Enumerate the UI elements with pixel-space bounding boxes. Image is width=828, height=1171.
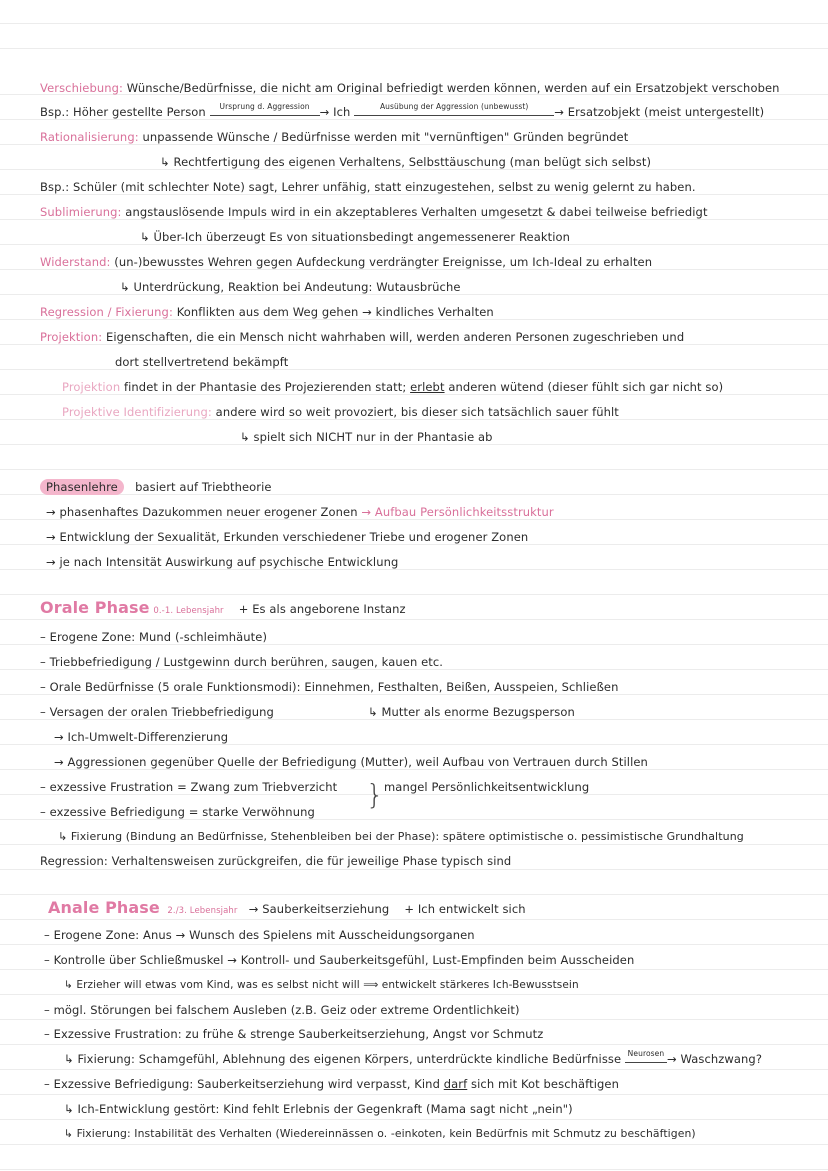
phasenlehre-heading <box>40 479 808 495</box>
term-widerstand: Widerstand: <box>40 255 111 269</box>
oral-line: – exzessive Befriedigung = starke Verwöhnung <box>40 805 315 819</box>
anal-phase-title: Anale Phase <box>48 898 160 917</box>
oral-phase-heading <box>40 600 808 619</box>
note-line-widerstand <box>40 254 808 270</box>
note-line-projektion-detail <box>62 379 808 395</box>
note-line-sub: ↳ Rechtfertigung des eigenen Verhaltens, Selbsttäuschung (man belügt sich selbst) <box>160 155 652 169</box>
anal-line-fixierung <box>64 1051 808 1070</box>
phasenlehre-item: → je nach Intensität Auswirkung auf psychische Entwicklung <box>46 555 399 569</box>
underlined-word: erlebt <box>410 380 445 394</box>
anal-line-text: ↳ Fixierung: Schamgefühl, Ablehnung des eigenen Körpers, unterdrückte kindliche Bedürfnisse <box>64 1052 622 1066</box>
phasenlehre-title: Phasenlehre <box>40 479 124 495</box>
anal-line: ↳ Erzieher will etwas vom Kind, was es selbst nicht will ⟹ entwickelt stärkeres Ich-Bewusstsein <box>64 979 579 991</box>
definition-text: andere wird so weit provoziert, bis dieser sich tatsächlich sauer fühlt <box>215 405 619 419</box>
arrow-label: Ausübung der Aggression (unbewusst) <box>354 99 554 116</box>
anal-line-text: Waschzwang? <box>680 1052 763 1066</box>
oral-line: → Aggressionen gegenüber Quelle der Befriedigung (Mutter), weil Aufbau von Vertrauen durch Stillen <box>54 755 648 769</box>
anal-phase-note: → Sauberkeitserziehung <box>248 902 390 916</box>
oral-line <box>40 704 808 720</box>
note-line-example-verschiebung <box>40 104 808 123</box>
example-text: Ersatzobjekt (meist untergestellt) <box>567 105 765 119</box>
oral-side-note: ↳ Mutter als enorme Bezugsperson <box>368 705 575 719</box>
note-line-verschiebung <box>40 80 808 96</box>
anal-phase-heading <box>48 900 808 919</box>
anal-line: ↳ Fixierung: Instabilität des Verhalten (Wiedereinnässen o. -einkoten, kein Bedürfnis mit Schmutz zu beschäftigen) <box>64 1127 696 1140</box>
note-line-sublimierung <box>40 204 808 220</box>
anal-phase-note: + Ich entwickelt sich <box>404 902 526 916</box>
anal-phase-age: 2./3. Lebensjahr <box>167 906 238 916</box>
anal-line: ↳ Ich-Entwicklung gestört: Kind fehlt Erlebnis der Gegenkraft (Mama sagt nicht „nein") <box>64 1102 573 1116</box>
term-projektion-light: Projektion <box>62 380 121 394</box>
term-projektion: Projektion: <box>40 330 103 344</box>
anal-line-befriedigung <box>44 1076 808 1092</box>
phasenlehre-item <box>46 504 808 520</box>
anal-line: – Exzessive Frustration: zu frühe & strenge Sauberkeitserziehung, Angst vor Schmutz <box>44 1027 544 1041</box>
oral-line: – Erogene Zone: Mund (-schleimhäute) <box>40 630 268 644</box>
arrow-icon: → <box>319 105 330 119</box>
anal-line-text: – Exzessive Befriedigung: Sauberkeitserziehung wird verpasst, Kind <box>44 1077 440 1091</box>
term-regression: Regression / Fixierung: <box>40 305 173 319</box>
arrow-label: Ursprung d. Aggression <box>210 99 320 116</box>
definition-text: angstauslösende Impuls wird in ein akzeptableres Verhalten umgesetzt & dabei teilweise befriedigt <box>125 205 708 219</box>
arrow-icon: → <box>666 1052 677 1066</box>
definition-text: Konflikten aus dem Weg gehen → kindliches Verhalten <box>176 305 494 319</box>
oral-phase-title: Orale Phase <box>40 598 150 617</box>
term-verschiebung: Verschiebung: <box>40 81 124 95</box>
oral-line: – Triebbefriedigung / Lustgewinn durch berühren, saugen, kauen etc. <box>40 655 444 669</box>
note-line-sub: ↳ Über-Ich überzeugt Es von situationsbedingt angemessenerer Reaktion <box>140 230 571 244</box>
arrow-label: Neurosen <box>625 1046 667 1063</box>
note-line-example: Bsp.: Schüler (mit schlechter Note) sagt, Lehrer unfähig, statt einzugestehen, selbst zu wenig gelernt zu haben. <box>40 180 696 194</box>
note-line-sub: ↳ spielt sich NICHT nur in der Phantasie ab <box>240 430 493 444</box>
example-text: Bsp.: Höher gestellte Person <box>40 105 206 119</box>
example-text: Ich <box>333 105 351 119</box>
note-line-rationalisierung <box>40 129 808 145</box>
term-projektive-identifizierung: Projektive Identifizierung: <box>62 405 212 419</box>
oral-line: ↳ Fixierung (Bindung an Bedürfnisse, Stehenbleiben bei der Phase): spätere optimistische o. pessimistische Grundhaltung <box>58 830 744 843</box>
anal-line: – mögl. Störungen bei falschem Ausleben (z.B. Geiz oder extreme Ordentlichkeit) <box>44 1003 520 1017</box>
definition-text: Eigenschaften, die ein Mensch nicht wahrhaben will, werden anderen Personen zugeschrieben und <box>105 330 685 344</box>
arrow-icon: → <box>554 105 564 119</box>
note-line-projektive-identifizierung <box>62 404 808 420</box>
anal-line-text: sich mit Kot beschäftigen <box>471 1077 619 1091</box>
definition-text: Wünsche/Bedürfnisse, die nicht am Original befriedigt werden können, werden auf ein Ersatzobjekt verschoben <box>126 81 780 95</box>
oral-line: Regression: Verhaltensweisen zurückgreifen, die für jeweilige Phase typisch sind <box>40 854 512 868</box>
oral-side-note: mangel Persönlichkeitsentwicklung <box>384 780 590 794</box>
term-sublimierung: Sublimierung: <box>40 205 122 219</box>
oral-phase-note: + Es als angeborene Instanz <box>238 602 406 616</box>
anal-line: – Kontrolle über Schließmuskel → Kontroll- und Sauberkeitsgefühl, Lust-Empfinden beim Ausscheiden <box>44 953 635 967</box>
definition-text: (un-)bewusstes Wehren gegen Aufdeckung verdrängter Ereignisse, um Ich-Ideal zu erhalten <box>114 255 653 269</box>
oral-line-text: – Versagen der oralen Triebbefriedigung <box>40 705 274 719</box>
definition-text: unpassende Wünsche / Bedürfnisse werden mit "vernünftigen" Gründen begründet <box>142 130 629 144</box>
oral-line: → Ich-Umwelt-Differenzierung <box>54 730 229 744</box>
note-line-sub: ↳ Unterdrückung, Reaktion bei Andeutung: Wutausbrüche <box>120 280 461 294</box>
phasenlehre-subtitle: basiert auf Triebtheorie <box>135 480 272 494</box>
underlined-word: darf <box>443 1077 468 1091</box>
note-line-sub: dort stellvertretend bekämpft <box>115 355 289 369</box>
definition-text: anderen wütend (dieser fühlt sich gar nicht so) <box>448 380 724 394</box>
item-text: → phasenhaftes Dazukommen neuer erogener Zonen <box>46 505 358 519</box>
oral-line: – exzessive Frustration = Zwang zum Triebverzicht <box>40 780 338 794</box>
item-result: → Aufbau Persönlichkeitsstruktur <box>361 505 554 519</box>
oral-line: – Orale Bedürfnisse (5 orale Funktionsmodi): Einnehmen, Festhalten, Beißen, Ausspeien, Schließen <box>40 680 619 694</box>
oral-phase-age: 0.-1. Lebensjahr <box>153 606 224 616</box>
note-line-projektion <box>40 329 808 345</box>
brace-icon: } <box>366 778 384 811</box>
term-rationalisierung: Rationalisierung: <box>40 130 139 144</box>
note-line-regression <box>40 304 808 320</box>
anal-line: – Erogene Zone: Anus → Wunsch des Spielens mit Ausscheidungsorganen <box>44 928 475 942</box>
definition-text: findet in der Phantasie des Projezierenden statt; <box>123 380 407 394</box>
phasenlehre-item: → Entwicklung der Sexualität, Erkunden verschiedener Triebe und erogener Zonen <box>46 530 529 544</box>
